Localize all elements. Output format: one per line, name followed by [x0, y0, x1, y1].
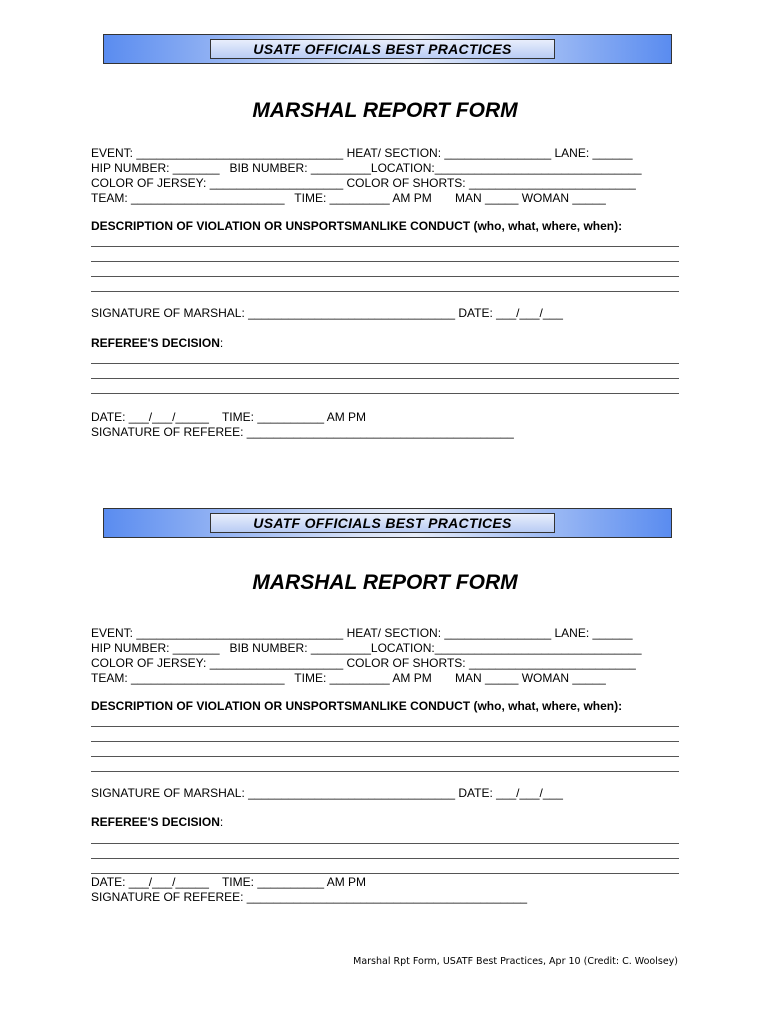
- description-line[interactable]: [91, 276, 679, 277]
- footer-credit: Marshal Rpt Form, USATF Best Practices, Apr 10 (Credit: C. Woolsey): [353, 956, 678, 967]
- referee-decision-colon: :: [219, 336, 224, 350]
- description-line[interactable]: [91, 261, 679, 262]
- description-line[interactable]: [91, 291, 679, 292]
- event-heat-lane-fields[interactable]: EVENT: _______________________________ HEAT/ SECTION: ________________ LANE: ______: [91, 146, 633, 160]
- referee-decision-heading: [91, 815, 223, 829]
- decision-line[interactable]: [91, 378, 679, 379]
- header-banner: [103, 508, 672, 538]
- referee-decision-colon: :: [219, 815, 224, 829]
- marshal-signature-date[interactable]: SIGNATURE OF MARSHAL: _______________________________ DATE: ___/___/___: [91, 786, 563, 800]
- decision-line[interactable]: [91, 363, 679, 364]
- hip-bib-location-fields[interactable]: HIP NUMBER: _______ BIB NUMBER: _________LOCATION:_______________________________: [91, 161, 642, 175]
- team-time-gender-fields[interactable]: TEAM: _______________________ TIME: _________ AM PM MAN _____ WOMAN _____: [91, 671, 606, 685]
- header-banner: [103, 34, 672, 64]
- form-title: MARSHAL REPORT FORM: [252, 99, 518, 122]
- marshal-signature-date[interactable]: SIGNATURE OF MARSHAL: _______________________________ DATE: ___/___/___: [91, 306, 563, 320]
- description-line[interactable]: [91, 246, 679, 247]
- description-line[interactable]: [91, 741, 679, 742]
- hip-bib-location-fields[interactable]: HIP NUMBER: _______ BIB NUMBER: _________LOCATION:_______________________________: [91, 641, 642, 655]
- description-line[interactable]: [91, 726, 679, 727]
- referee-signature[interactable]: SIGNATURE OF REFEREE: __________________________________________: [91, 890, 528, 904]
- jersey-shorts-fields[interactable]: COLOR OF JERSEY: ____________________ COLOR OF SHORTS: _________________________: [91, 656, 636, 670]
- referee-date-time[interactable]: DATE: ___/___/_____ TIME: __________ AM PM: [91, 410, 367, 424]
- referee-decision-label: REFEREE'S DECISION: [91, 336, 220, 350]
- description-line[interactable]: [91, 771, 679, 772]
- decision-line[interactable]: [91, 873, 679, 874]
- referee-signature[interactable]: SIGNATURE OF REFEREE: ________________________________________: [91, 425, 514, 439]
- description-label: DESCRIPTION OF VIOLATION OR UNSPORTSMANLIKE CONDUCT (who, what, where, when):: [91, 699, 623, 713]
- banner-title: USATF OFFICIALS BEST PRACTICES: [210, 513, 555, 533]
- decision-line[interactable]: [91, 858, 679, 859]
- referee-decision-label: REFEREE'S DECISION: [91, 815, 220, 829]
- decision-line[interactable]: [91, 843, 679, 844]
- referee-date-time[interactable]: DATE: ___/___/_____ TIME: __________ AM PM: [91, 875, 367, 889]
- description-label: DESCRIPTION OF VIOLATION OR UNSPORTSMANLIKE CONDUCT (who, what, where, when):: [91, 219, 623, 233]
- jersey-shorts-fields[interactable]: COLOR OF JERSEY: ____________________ COLOR OF SHORTS: _________________________: [91, 176, 636, 190]
- team-time-gender-fields[interactable]: TEAM: _______________________ TIME: _________ AM PM MAN _____ WOMAN _____: [91, 191, 606, 205]
- form-title: MARSHAL REPORT FORM: [252, 571, 518, 594]
- decision-line[interactable]: [91, 393, 679, 394]
- banner-title: USATF OFFICIALS BEST PRACTICES: [210, 39, 555, 59]
- referee-decision-heading: [91, 336, 223, 350]
- event-heat-lane-fields[interactable]: EVENT: _______________________________ HEAT/ SECTION: ________________ LANE: ______: [91, 626, 633, 640]
- description-line[interactable]: [91, 756, 679, 757]
